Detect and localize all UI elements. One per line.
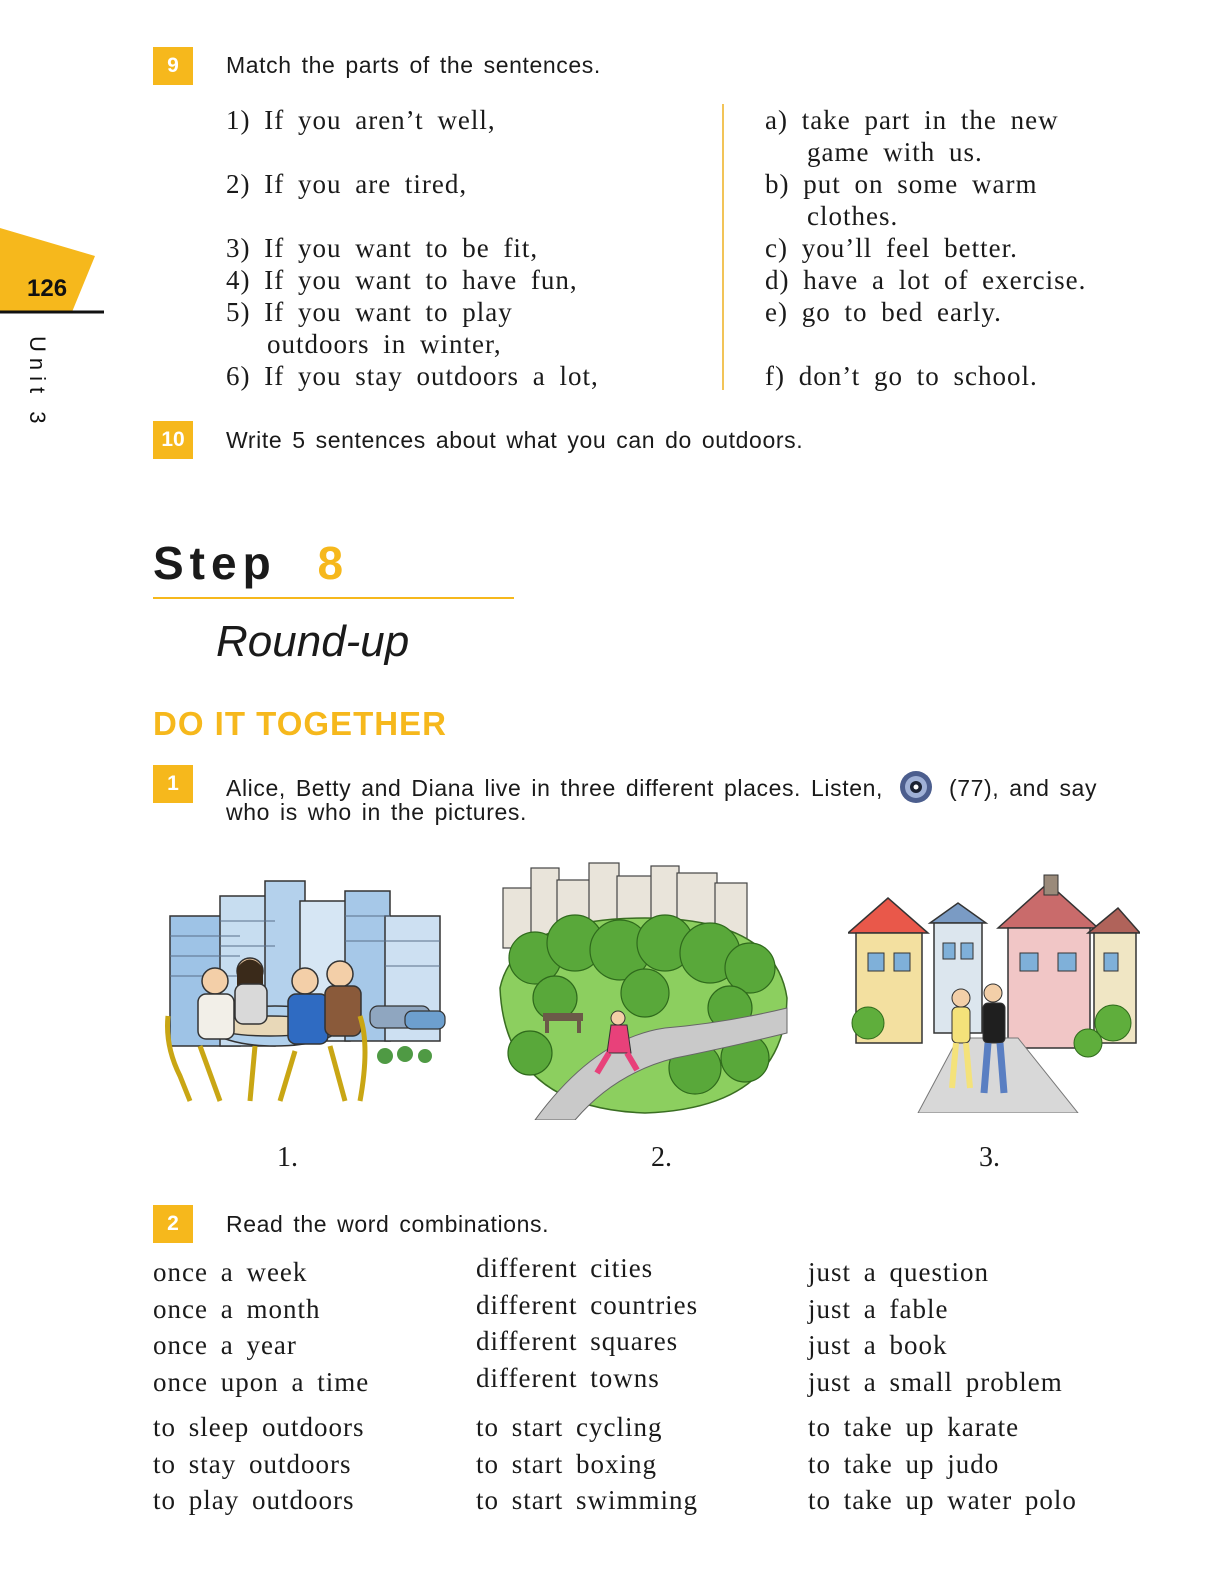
match-right-a-cont: game with us. bbox=[807, 137, 983, 167]
match-right-f: f) don’t go to school. bbox=[765, 361, 1038, 391]
picture-city-cafe bbox=[160, 876, 450, 1106]
word-item: different squares bbox=[476, 1326, 679, 1356]
match-left-5: 5) If you want to play bbox=[226, 297, 513, 327]
match-right-e: e) go to bed early. bbox=[765, 297, 1002, 327]
match-left-4: 4) If you want to have fun, bbox=[226, 265, 578, 295]
word-item: just a book bbox=[808, 1330, 948, 1360]
word-item: once upon a time bbox=[153, 1366, 370, 1397]
exercise-9-badge: 9 bbox=[153, 47, 193, 85]
step-word: Step bbox=[153, 537, 277, 589]
word-item: to take up water polo bbox=[808, 1485, 1077, 1515]
word-item: to play outdoors bbox=[153, 1485, 355, 1515]
match-left-5-cont: outdoors in winter, bbox=[267, 329, 502, 359]
word-item: to start boxing bbox=[476, 1448, 657, 1479]
word-column-once bbox=[153, 1254, 369, 1400]
word-item: just a small problem bbox=[808, 1366, 1063, 1397]
word-column-outdoors bbox=[153, 1409, 364, 1519]
word-item: to take up judo bbox=[808, 1448, 1000, 1479]
picture-caption-3: 3. bbox=[979, 1142, 1000, 1173]
cd-icon[interactable] bbox=[899, 770, 933, 810]
word-item: once a month bbox=[153, 1293, 321, 1324]
unit-label: Unit 3 bbox=[25, 336, 50, 430]
match-right-a: a) take part in the new bbox=[765, 105, 1059, 135]
step-underline bbox=[153, 597, 514, 599]
exercise-9-left-column bbox=[226, 104, 599, 392]
picture-town-street bbox=[848, 873, 1140, 1113]
match-right-c: c) you’ll feel better. bbox=[765, 233, 1018, 263]
picture-caption-2: 2. bbox=[651, 1142, 672, 1173]
word-item: to start swimming bbox=[476, 1485, 698, 1515]
step-heading bbox=[153, 536, 349, 590]
exercise-10-instruction: Write 5 sentences about what you can do outdoors. bbox=[226, 427, 804, 453]
match-left-1: 1) If you aren’t well, bbox=[226, 105, 496, 135]
word-item: to take up karate bbox=[808, 1412, 1020, 1442]
match-right-b: b) put on some warm bbox=[765, 169, 1038, 199]
picture-caption-1: 1. bbox=[277, 1142, 298, 1173]
exercise-1-line-2: who is who in the pictures. bbox=[226, 799, 527, 825]
match-right-b-cont: clothes. bbox=[807, 201, 899, 231]
step-subtitle: Round-up bbox=[216, 617, 410, 666]
unit-tab bbox=[0, 228, 110, 318]
exercise-2-badge: 2 bbox=[153, 1205, 193, 1243]
exercise-1-text-b: (77), and say bbox=[949, 775, 1098, 802]
word-item: to sleep outdoors bbox=[153, 1412, 365, 1442]
exercise-1-text-a: Alice, Betty and Diana live in three different places. Listen, bbox=[226, 775, 883, 802]
exercise-1-badge: 1 bbox=[153, 765, 193, 803]
column-divider bbox=[722, 104, 724, 390]
word-column-just bbox=[808, 1254, 1063, 1400]
picture-park bbox=[495, 858, 790, 1120]
step-number: 8 bbox=[317, 537, 350, 589]
match-left-3: 3) If you want to be fit, bbox=[226, 233, 539, 263]
word-item: different countries bbox=[476, 1289, 699, 1320]
word-item: different towns bbox=[476, 1362, 660, 1393]
exercise-9-right-column bbox=[765, 104, 1086, 392]
section-title: DO IT TOGETHER bbox=[153, 705, 447, 742]
word-column-take-up bbox=[808, 1409, 1077, 1519]
match-left-2: 2) If you are tired, bbox=[226, 169, 468, 199]
word-item: different cities bbox=[476, 1253, 654, 1283]
word-item: to start cycling bbox=[476, 1412, 663, 1442]
word-column-start bbox=[476, 1409, 698, 1519]
exercise-10-badge: 10 bbox=[153, 421, 193, 459]
match-left-6: 6) If you stay outdoors a lot, bbox=[226, 361, 599, 391]
exercise-2-instruction: Read the word combinations. bbox=[226, 1211, 550, 1237]
word-item: just a fable bbox=[808, 1293, 949, 1324]
page-number: 126 bbox=[27, 275, 68, 302]
word-item: once a week bbox=[153, 1257, 308, 1287]
word-item: once a year bbox=[153, 1330, 297, 1360]
word-column-different bbox=[476, 1250, 698, 1396]
match-right-d: d) have a lot of exercise. bbox=[765, 265, 1087, 295]
word-item: just a question bbox=[808, 1257, 989, 1287]
word-item: to stay outdoors bbox=[153, 1448, 352, 1479]
exercise-9-instruction: Match the parts of the sentences. bbox=[226, 52, 601, 78]
